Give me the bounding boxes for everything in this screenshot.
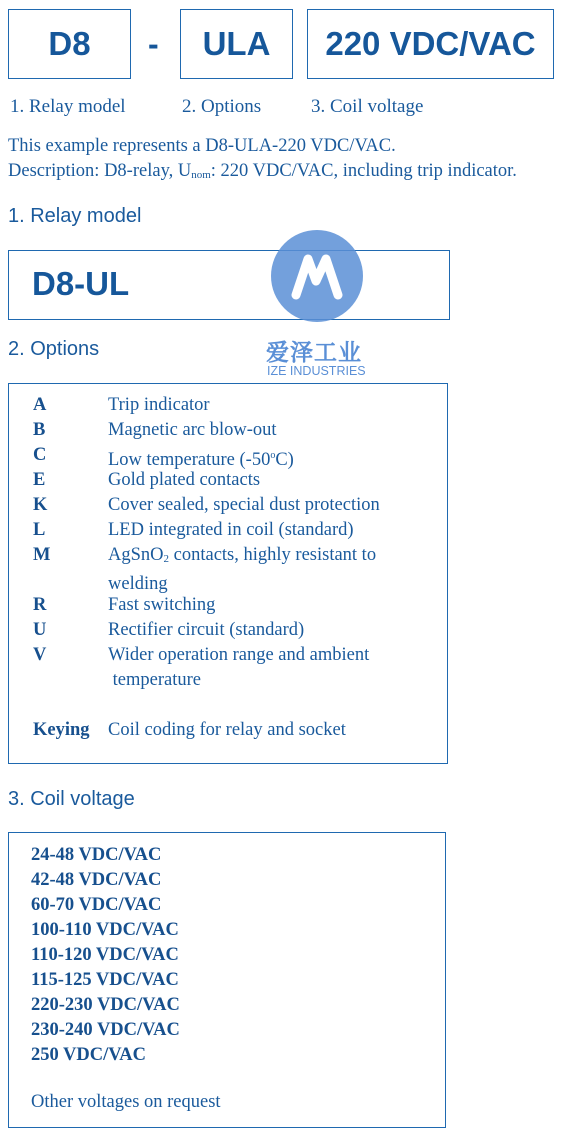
option-key: Keying bbox=[33, 720, 90, 740]
options-code-box bbox=[180, 9, 293, 79]
option-desc: Rectifier circuit (standard) bbox=[108, 620, 305, 640]
example-description: Description: D8-relay, Unom: 220 VDC/VAC, including trip indicator. bbox=[8, 161, 517, 181]
option-key: A bbox=[33, 395, 47, 415]
voltage-item: 115-125 VDC/VAC bbox=[31, 970, 179, 990]
watermark-logo-icon bbox=[268, 229, 366, 324]
option-key: E bbox=[33, 470, 46, 490]
watermark-cn: 爱泽工业 bbox=[266, 339, 362, 365]
watermark-en: IZE INDUSTRIES bbox=[267, 364, 366, 378]
option-desc: AgSnO2 contacts, highly resistant to welding bbox=[108, 545, 377, 594]
option-desc: Trip indicator bbox=[108, 395, 210, 415]
option-desc: Coil coding for relay and socket bbox=[108, 720, 346, 740]
voltage-code-box bbox=[307, 9, 554, 79]
option-key: K bbox=[33, 495, 48, 515]
option-desc: LED integrated in coil (standard) bbox=[108, 520, 354, 540]
option-desc: Low temperature (-50$^o$C) bbox=[108, 450, 294, 471]
voltage-item: 60-70 VDC/VAC bbox=[31, 895, 162, 915]
voltage-item: 42-48 VDC/VAC bbox=[31, 870, 162, 890]
option-key: B bbox=[33, 420, 46, 440]
option-key: U bbox=[33, 620, 47, 640]
option-desc: Magnetic arc blow-out bbox=[108, 420, 277, 440]
example-line: This example represents a D8-ULA-220 VDC/VAC. bbox=[8, 136, 396, 156]
option-key: M bbox=[33, 545, 51, 565]
coil-voltage-heading: 3. Coil voltage bbox=[8, 788, 135, 810]
voltage-note: Other voltages on request bbox=[31, 1092, 221, 1112]
code-separator: - bbox=[148, 26, 159, 62]
relay-model-value: D8-UL bbox=[32, 265, 130, 302]
coil-voltage-box bbox=[8, 832, 446, 1128]
voltage-item: 220-230 VDC/VAC bbox=[31, 995, 180, 1015]
options-box bbox=[8, 383, 448, 764]
voltage-item: 24-48 VDC/VAC bbox=[31, 845, 162, 865]
voltage-item: 230-240 VDC/VAC bbox=[31, 1020, 180, 1040]
option-desc: Wider operation range and ambient temperature bbox=[108, 645, 370, 690]
relay-model-heading: 1. Relay model bbox=[8, 205, 142, 227]
model-code-box bbox=[8, 9, 131, 79]
option-key: R bbox=[33, 595, 47, 615]
step-label-2: 2. Options bbox=[182, 96, 262, 117]
option-key: L bbox=[33, 520, 46, 540]
option-key: V bbox=[33, 645, 47, 665]
step-label-3: 3. Coil voltage bbox=[311, 96, 424, 117]
option-desc: Cover sealed, special dust protection bbox=[108, 495, 380, 515]
option-desc: Gold plated contacts bbox=[108, 470, 261, 490]
voltage-item: 110-120 VDC/VAC bbox=[31, 945, 179, 965]
voltage-item: 100-110 VDC/VAC bbox=[31, 920, 179, 940]
option-desc: Fast switching bbox=[108, 595, 216, 615]
options-heading: 2. Options bbox=[8, 338, 100, 360]
step-label-1: 1. Relay model bbox=[10, 96, 126, 117]
model-code: D8 bbox=[48, 25, 91, 62]
options-code: ULA bbox=[202, 25, 271, 62]
voltage-code: 220 VDC/VAC bbox=[325, 25, 536, 62]
option-key: C bbox=[33, 445, 47, 465]
voltage-item: 250 VDC/VAC bbox=[31, 1045, 146, 1065]
